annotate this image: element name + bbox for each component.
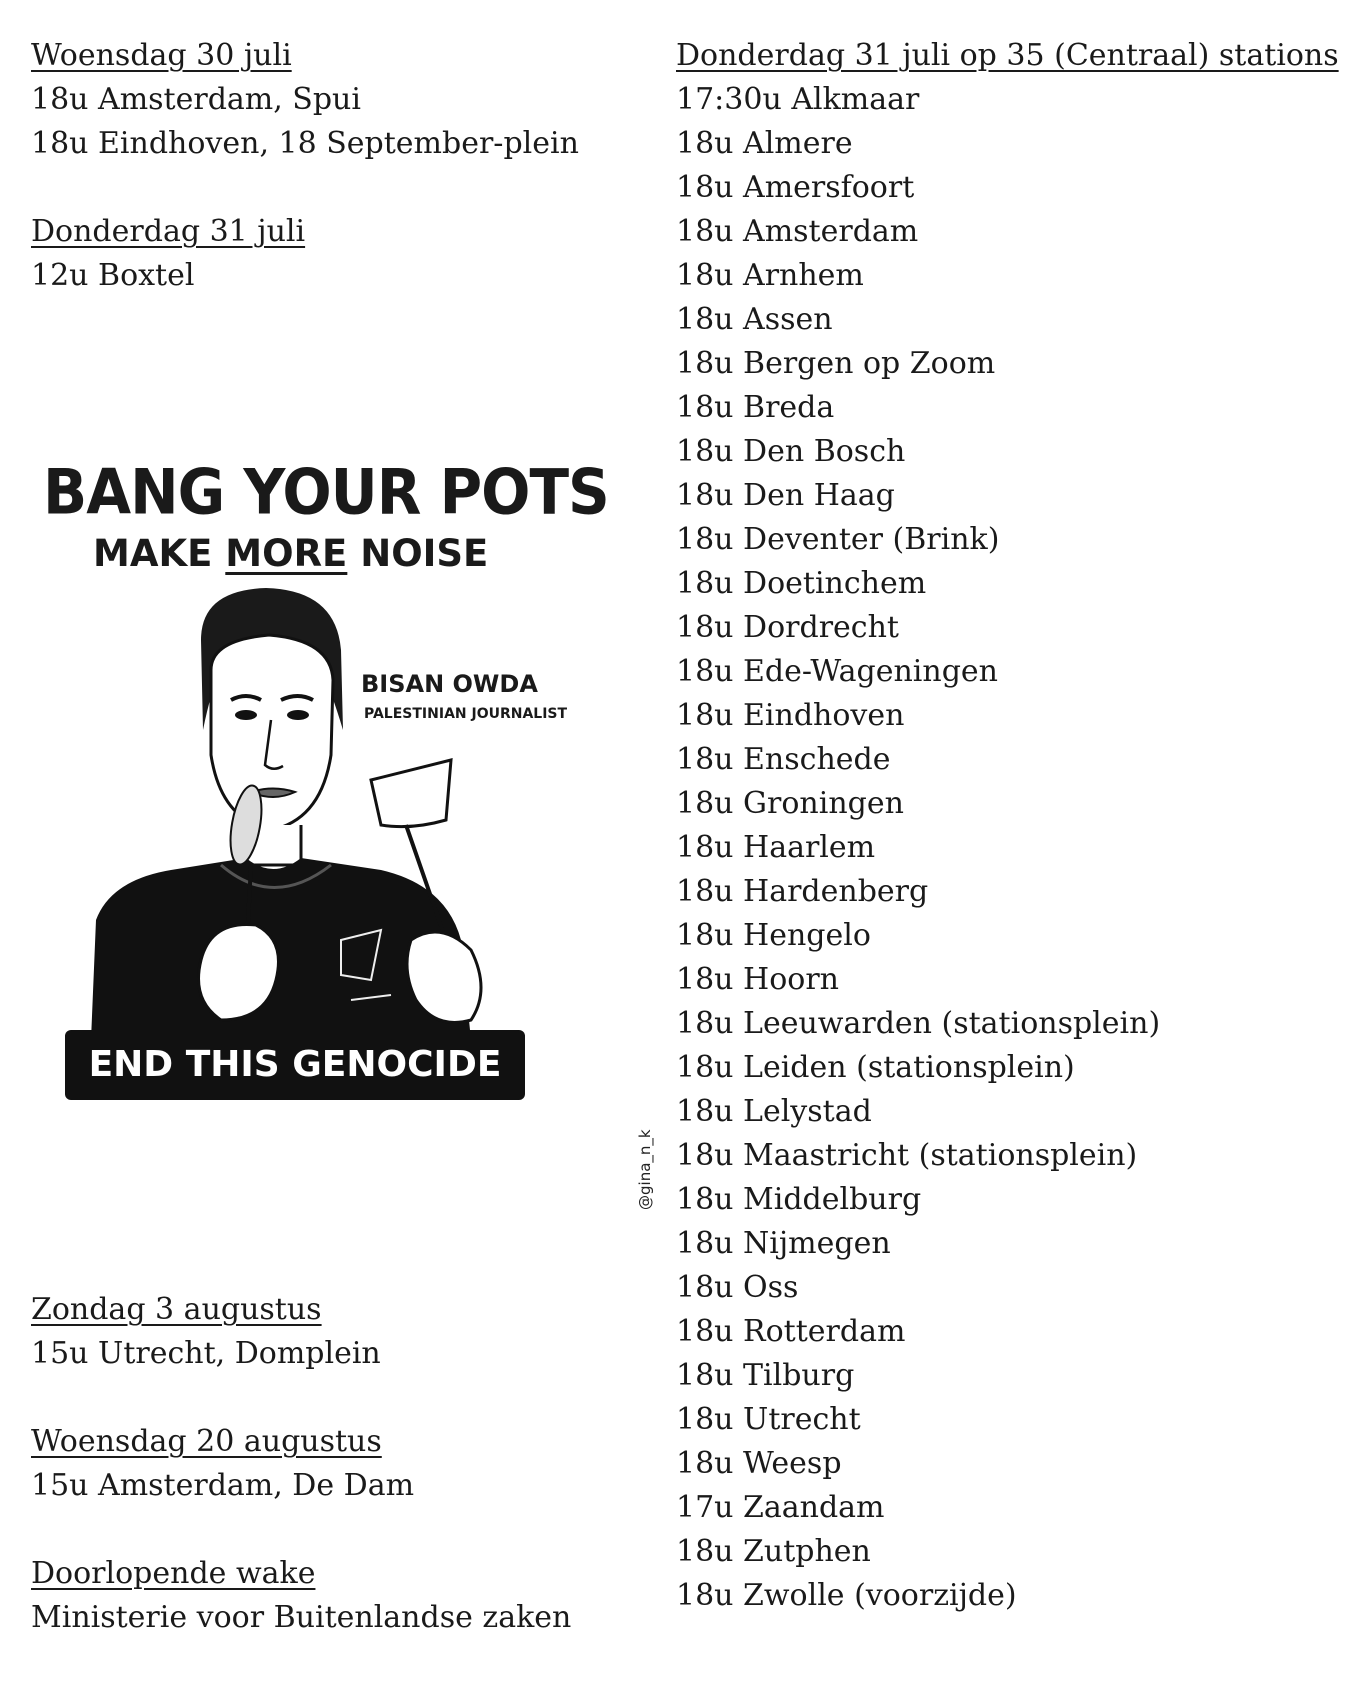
event-block-wed-20-aug bbox=[31, 1420, 651, 1508]
station-line: 18u Almere bbox=[676, 126, 853, 161]
station-line: 18u Den Haag bbox=[676, 478, 895, 513]
station-line: 17:30u Alkmaar bbox=[676, 82, 920, 117]
station-line: 17u Zaandam bbox=[676, 1490, 885, 1525]
station-line: 18u Nijmegen bbox=[676, 1226, 891, 1261]
station-line: 18u Zutphen bbox=[676, 1534, 871, 1569]
event-line: 15u Amsterdam, De Dam bbox=[31, 1468, 415, 1503]
station-line: 18u Utrecht bbox=[676, 1402, 861, 1437]
station-line: 18u Ede-Wageningen bbox=[676, 654, 998, 689]
station-list bbox=[676, 78, 1336, 1618]
station-line: 18u Weesp bbox=[676, 1446, 842, 1481]
event-line: 18u Amsterdam, Spui bbox=[31, 82, 361, 117]
station-line: 18u Maastricht (stationsplein) bbox=[676, 1138, 1138, 1173]
station-line: 18u Lelystad bbox=[676, 1094, 872, 1129]
station-line: 18u Zwolle (voorzijde) bbox=[676, 1578, 1017, 1613]
left-column-bottom bbox=[31, 1288, 651, 1684]
station-line: 18u Haarlem bbox=[676, 830, 876, 865]
station-line: 18u Rotterdam bbox=[676, 1314, 906, 1349]
station-line: 18u Eindhoven bbox=[676, 698, 905, 733]
station-line: 18u Assen bbox=[676, 302, 833, 337]
poster-subtitle-emphasis: MORE bbox=[225, 532, 348, 575]
station-line: 18u Hardenberg bbox=[676, 874, 929, 909]
station-line: 18u Amersfoort bbox=[676, 170, 915, 205]
event-block-thu-31-jul bbox=[31, 210, 651, 298]
station-line: 18u Deventer (Brink) bbox=[676, 522, 1000, 557]
event-line: 15u Utrecht, Domplein bbox=[31, 1336, 381, 1371]
poster-subtitle-part: MAKE bbox=[93, 532, 226, 575]
event-line: 12u Boxtel bbox=[31, 258, 195, 293]
station-line: 18u Breda bbox=[676, 390, 835, 425]
station-line: 18u Groningen bbox=[676, 786, 904, 821]
station-line: 18u Leeuwarden (stationsplein) bbox=[676, 1006, 1161, 1041]
protest-poster bbox=[31, 440, 654, 1210]
station-line: 18u Bergen op Zoom bbox=[676, 346, 996, 381]
event-heading: Woensdag 20 augustus bbox=[31, 1424, 382, 1459]
event-block-ongoing-vigil bbox=[31, 1552, 651, 1640]
station-line: 18u Den Bosch bbox=[676, 434, 906, 469]
artist-credit: @gina_n_k bbox=[636, 1129, 654, 1210]
event-heading: Woensdag 30 juli bbox=[31, 38, 292, 73]
poster-role: PALESTINIAN JOURNALIST bbox=[364, 706, 568, 722]
station-line: 18u Enschede bbox=[676, 742, 891, 777]
event-block-sun-3-aug bbox=[31, 1288, 651, 1376]
poster-title: BANG YOUR POTS bbox=[43, 455, 609, 529]
poster-subtitle-part: NOISE bbox=[347, 532, 489, 575]
station-line: 18u Dordrecht bbox=[676, 610, 899, 645]
event-heading: Donderdag 31 juli bbox=[31, 214, 306, 249]
event-line: 18u Eindhoven, 18 September-plein bbox=[31, 126, 579, 161]
journalist-illustration bbox=[51, 580, 521, 1040]
station-line: 18u Oss bbox=[676, 1270, 799, 1305]
station-line: 18u Leiden (stationsplein) bbox=[676, 1050, 1075, 1085]
event-block-wed-30-jul bbox=[31, 34, 651, 166]
left-column-top bbox=[31, 34, 651, 342]
stations-heading: Donderdag 31 juli op 35 (Centraal) stations bbox=[676, 38, 1339, 73]
station-line: 18u Middelburg bbox=[676, 1182, 922, 1217]
poster-subtitle bbox=[93, 532, 488, 575]
event-heading: Zondag 3 augustus bbox=[31, 1292, 322, 1327]
station-line: 18u Amsterdam bbox=[676, 214, 919, 249]
event-heading: Doorlopende wake bbox=[31, 1556, 316, 1591]
event-line: Ministerie voor Buitenlandse zaken bbox=[31, 1600, 572, 1635]
station-line: 18u Hengelo bbox=[676, 918, 871, 953]
poster-banner: END THIS GENOCIDE bbox=[65, 1030, 525, 1100]
station-line: 18u Hoorn bbox=[676, 962, 839, 997]
poster-name: BISAN OWDA bbox=[361, 670, 538, 698]
stations-column bbox=[676, 34, 1339, 1618]
station-line: 18u Doetinchem bbox=[676, 566, 927, 601]
station-line: 18u Arnhem bbox=[676, 258, 864, 293]
station-line: 18u Tilburg bbox=[676, 1358, 855, 1393]
